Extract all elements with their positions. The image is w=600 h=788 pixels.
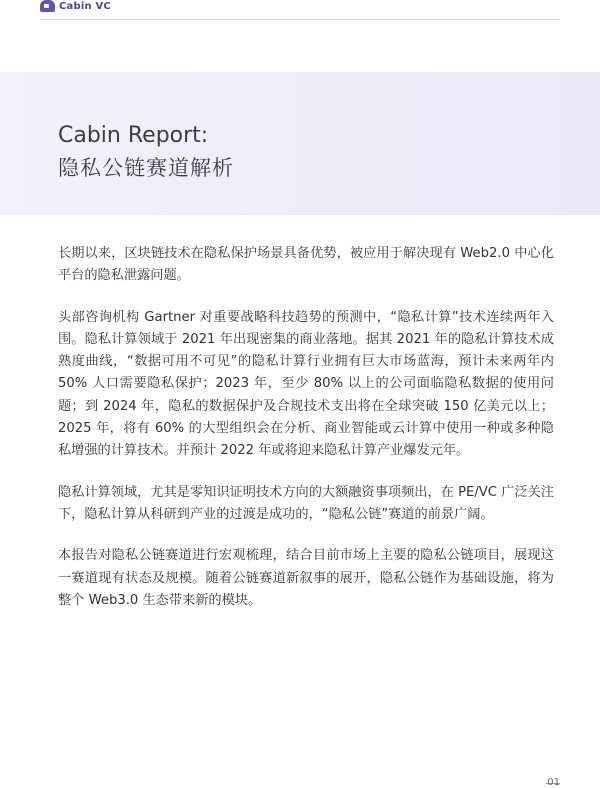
paragraph-financing: 隐私计算领域，尤其是零知识证明技术方向的大额融资事项频出，在 PE/VC 广泛关注下，隐私计算从科研到产业的过渡是成功的，“隐私公链”赛道的前景广阔。 xyxy=(58,484,554,522)
brand-name: Cabin VC xyxy=(59,0,111,12)
report-body xyxy=(58,243,554,631)
page-number: 01 xyxy=(547,777,560,788)
paragraph-summary: 本报告对隐私公链赛道进行宏观梳理，结合目前市场上主要的隐私公链项目，展现这一赛道现有状态及规模。随着公链赛道新叙事的展开，隐私公链作为基础设施，将为整个 Web3.0 生态带来新的模块。 xyxy=(58,548,554,608)
cabin-logo-icon xyxy=(40,0,55,12)
brand-logo xyxy=(40,0,111,12)
report-subtitle: 隐私公链赛道解析 xyxy=(58,156,234,180)
paragraph-gartner: 头部咨询机构 Gartner 对重要战略科技趋势的预测中，“隐私计算”技术连续两年入围。隐私计算领域于 2021 年出现密集的商业落地。据其 2021 年的隐私计算技术成熟度曲线，“数据可用不可见”的隐私计算行业拥有巨大市场蓝海，预计未来两年内 50% 人口需要隐私保护；2023 年，至少 80% 以上的公司面临隐私数据的使用问题；到 2024 年，隐私的数据保护及合规技术支出将在全球突破 150 亿美元以上；2025 年，将有 60% 的大型组织会在分析、商业智能或云计算中使用一种或多种隐私增强的计算技术。并预计 2022 年或将迎来隐私计算产业爆发元年。 xyxy=(58,309,554,459)
header-divider xyxy=(40,19,560,20)
paragraph-intro: 长期以来，区块链技术在隐私保护场景具备优势，被应用于解决现有 Web2.0 中心化平台的隐私泄露问题。 xyxy=(58,246,554,284)
report-title: Cabin Report: xyxy=(58,123,209,148)
